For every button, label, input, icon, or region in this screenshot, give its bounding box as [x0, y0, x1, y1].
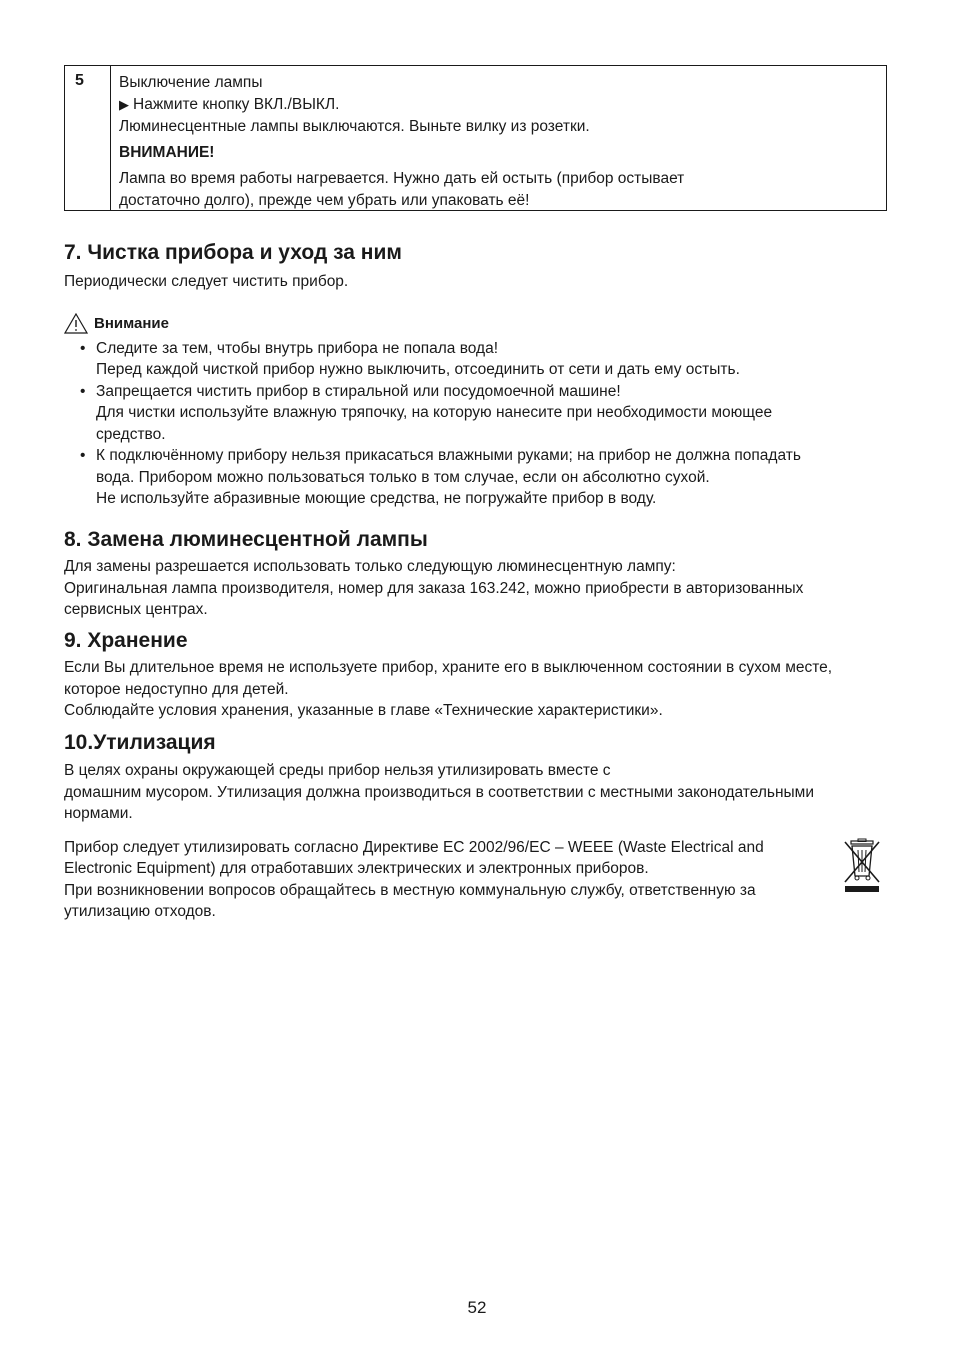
- section-cleaning: [64, 241, 890, 510]
- section-7-title: 7. Чистка прибора и уход за ним: [64, 241, 402, 264]
- section-storage: [64, 629, 890, 722]
- list-item: [96, 381, 890, 446]
- step-action: [119, 94, 684, 116]
- bullet-line: • Запрещается чистить прибор в стиральной или посудомоечной машине!: [96, 382, 621, 400]
- step-5-table: [64, 65, 887, 211]
- section-8-line-3: сервисных центрах.: [64, 601, 208, 618]
- warning-line-2: достаточно долго), прежде чем убрать или упаковать её!: [119, 192, 530, 209]
- section-10-line-7: утилизацию отходов.: [64, 903, 216, 920]
- section-8-line-1: Для замены разрешается использовать только следующую люминесцентную лампу:: [64, 558, 676, 575]
- section-10-line-4: Прибор следует утилизировать согласно Директиве ЕС 2002/96/EC – WEEE (Waste Electrical and: [64, 838, 764, 856]
- crossed-bin-icon: [843, 838, 881, 894]
- page-number: 52: [467, 1298, 487, 1317]
- section-9-line-1: Если Вы длительное время не используете прибор, храните его в выключенном состоянии в сухом месте,: [64, 659, 833, 676]
- step-number: 5: [65, 66, 111, 210]
- section-lamp-replacement: [64, 528, 890, 621]
- section-10-line-1: В целях охраны окружающей среды прибор нельзя утилизировать вместе с: [64, 762, 611, 779]
- step-body: [111, 66, 684, 210]
- caution-list: [64, 338, 890, 510]
- section-10-line-3: нормами.: [64, 805, 133, 822]
- section-7-intro: Периодически следует чистить прибор.: [64, 273, 349, 290]
- section-9-line-3: Соблюдайте условия хранения, указанные в главе «Технические характеристики».: [64, 702, 663, 719]
- section-8-title: 8. Замена люминесцентной лампы: [64, 528, 428, 551]
- step-action-text: Нажмите кнопку ВКЛ./ВЫКЛ.: [133, 96, 340, 113]
- section-10-line-2: домашним мусором. Утилизация должна производиться в соответствии с местными законодательными: [64, 783, 814, 801]
- caution-heading: [64, 313, 890, 334]
- bullet-line: Для чистки используйте влажную тряпочку, на которую нанесите при необходимости моющее: [96, 404, 773, 421]
- bullet-line: вода. Прибором можно пользоваться только в том случае, если он абсолютно сухой.: [96, 468, 710, 486]
- section-disposal: [64, 731, 890, 923]
- section-8-line-2: Оригинальная лампа производителя, номер для заказа 163.242, можно приобрести в авторизованных: [64, 579, 804, 597]
- section-10-title: 10.Утилизация: [64, 731, 216, 754]
- caution-title: Внимание: [94, 314, 169, 332]
- list-item: [96, 338, 890, 381]
- bullet-line: • К подключённому прибору нельзя прикасаться влажными руками; на прибор не должна попадать: [96, 447, 801, 464]
- bullet-line: средство.: [96, 425, 166, 443]
- section-9-title: 9. Хранение: [64, 629, 188, 652]
- bullet-line: • Следите за тем, чтобы внутрь прибора не попала вода!: [96, 339, 499, 357]
- play-arrow-icon: ▶: [119, 97, 129, 112]
- warning-triangle-icon: [64, 313, 88, 334]
- bullet-line: Не используйте абразивные моющие средства, не погружайте прибор в воду.: [96, 490, 657, 507]
- section-9-line-2: которое недоступно для детей.: [64, 680, 289, 698]
- step-title: Выключение лампы: [119, 74, 263, 91]
- warning-line-1: Лампа во время работы нагревается. Нужно дать ей остыть (прибор остывает: [119, 170, 685, 187]
- step-result: Люминесцентные лампы выключаются. Выньте вилку из розетки.: [119, 118, 590, 135]
- list-item: [96, 445, 890, 510]
- section-10-line-6: При возникновении вопросов обращайтесь в местную коммунальную службу, ответственную за: [64, 881, 756, 899]
- section-10-line-5: Electronic Equipment) для отработавших электрических и электронных приборов.: [64, 860, 649, 877]
- bullet-line: Перед каждой чисткой прибор нужно выключить, отсоединить от сети и дать ему остыть.: [96, 361, 740, 378]
- warning-title: ВНИМАНИЕ!: [119, 144, 215, 161]
